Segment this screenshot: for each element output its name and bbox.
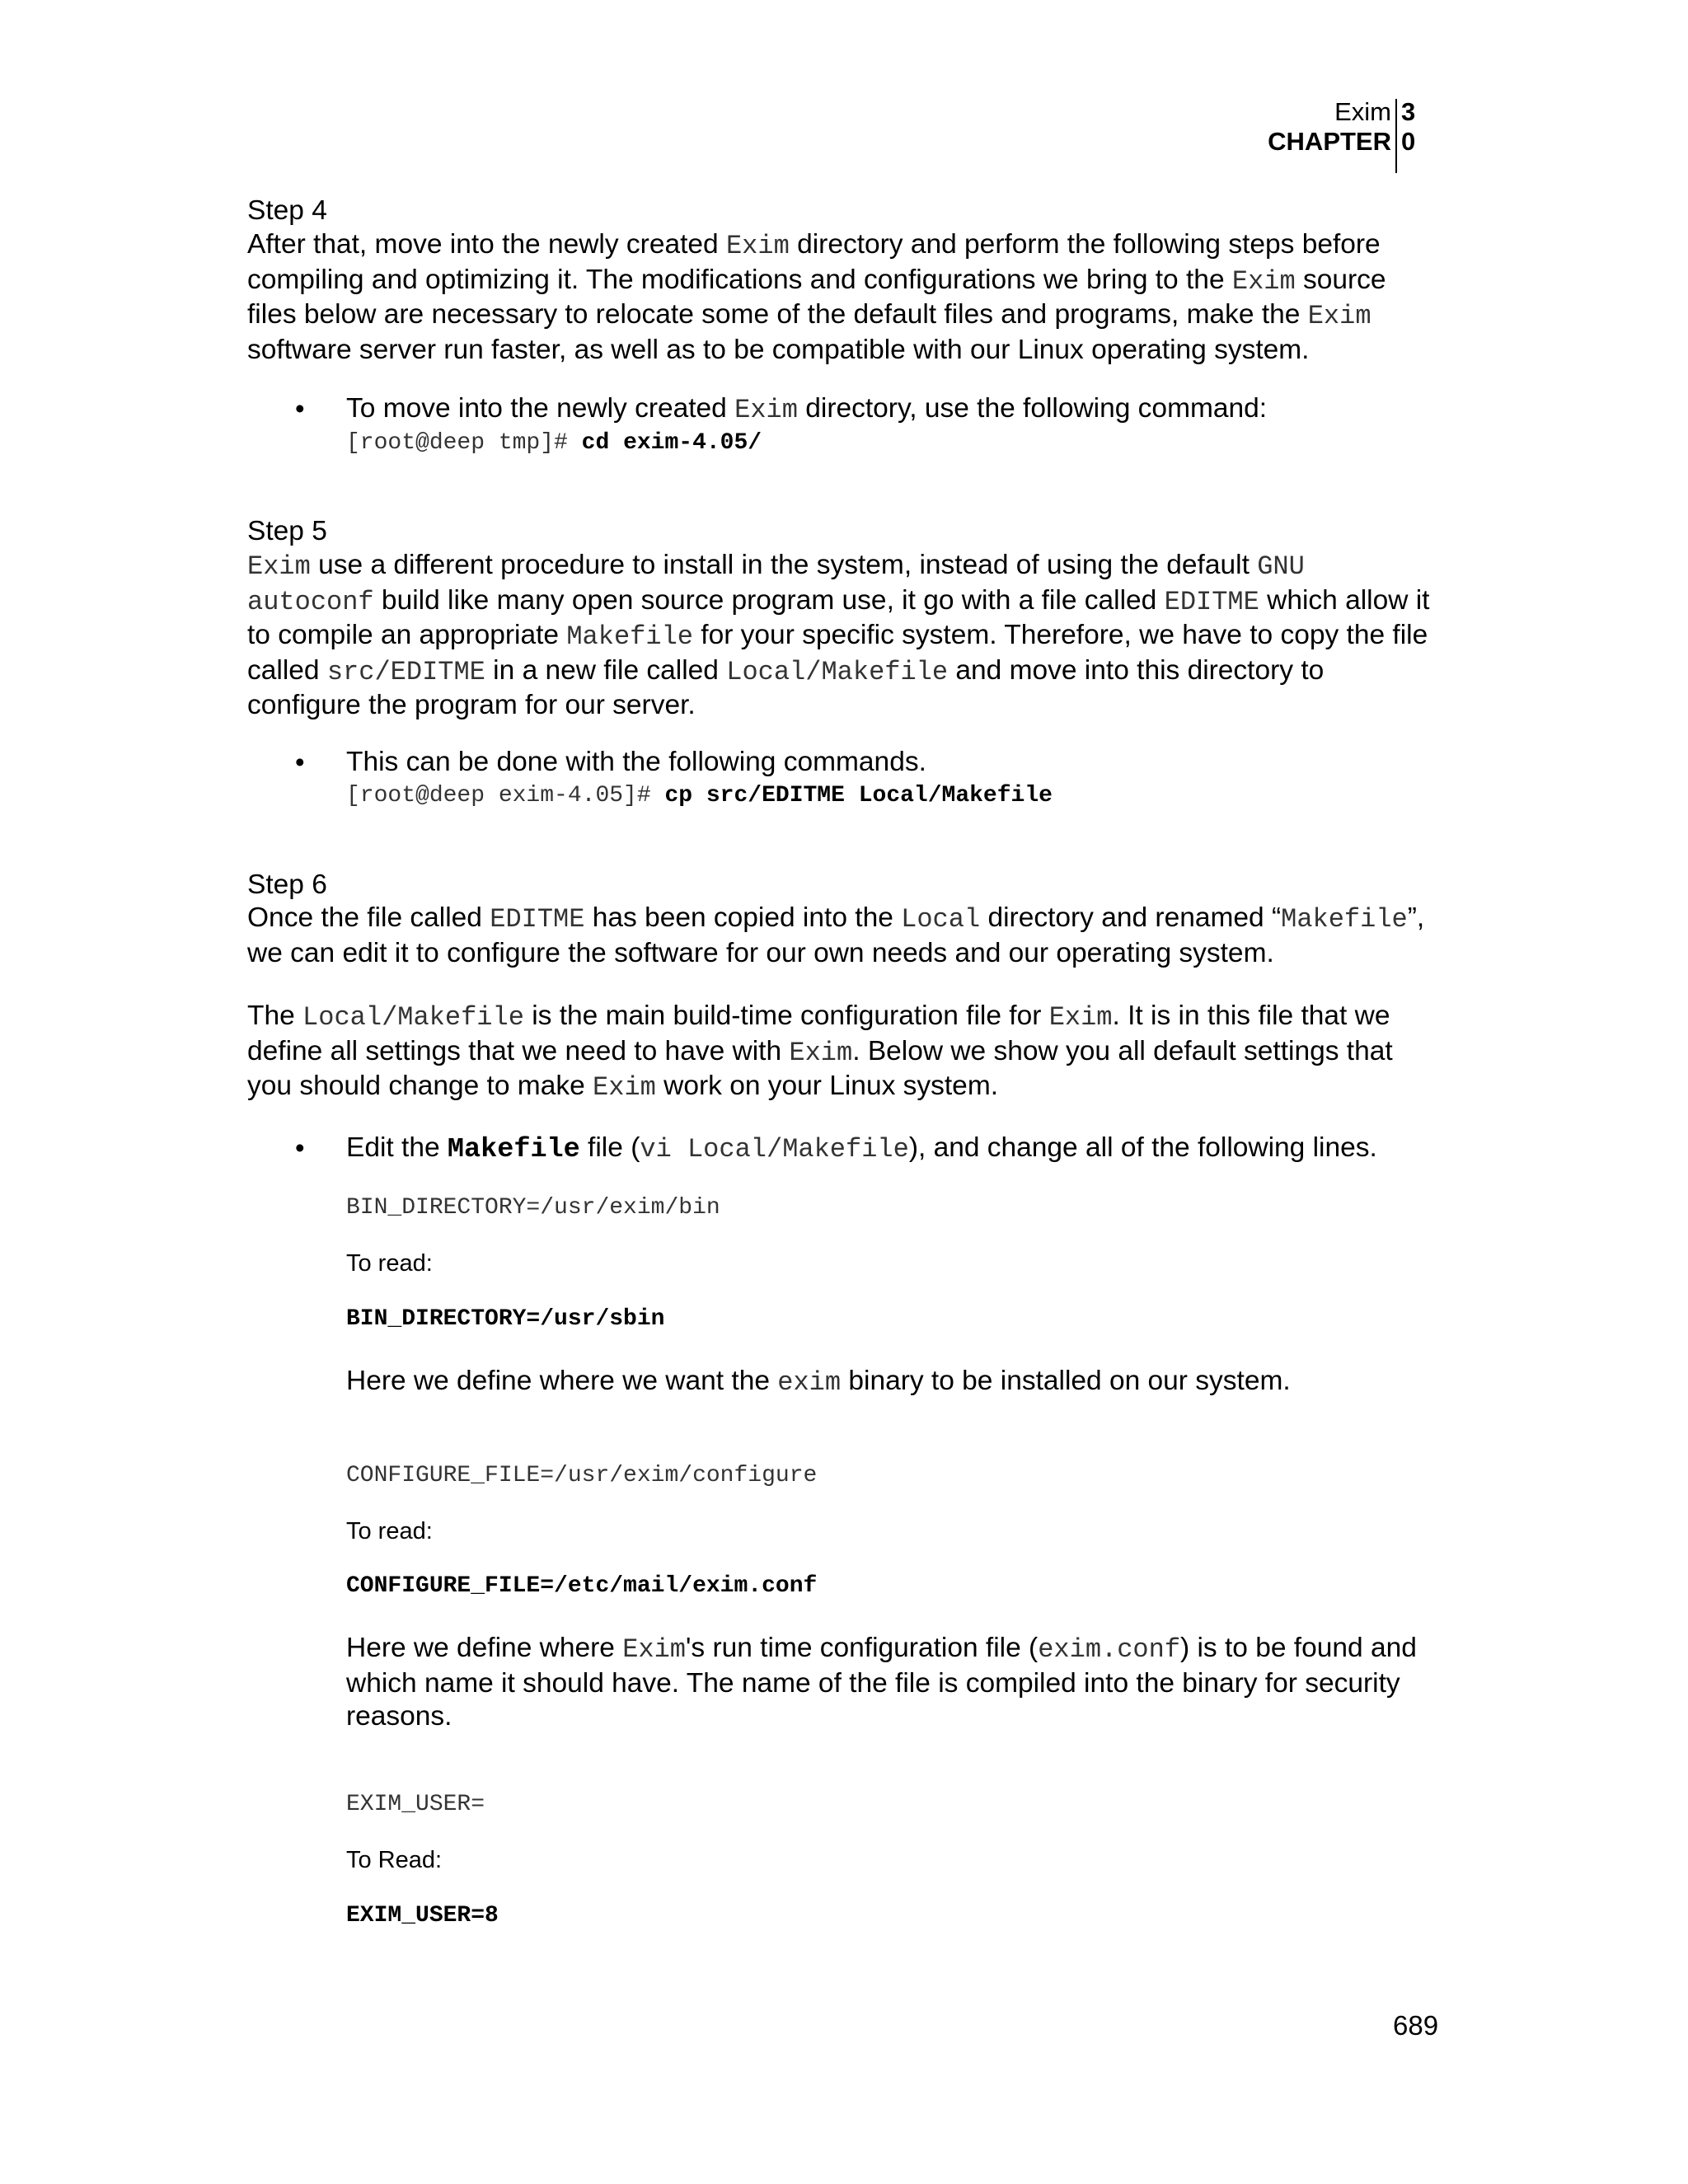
step5-command [346,780,1053,810]
step4-bullet: To move into the newly created Exim directory, use the following command: [346,393,1268,425]
step6-paragraph-2: The Local/Makefile is the main build-time configuration file for Exim. It is in this file that we define all settings that we need to have with Exim. Below we show you all default settings that you should change to make Exim work on your Linux system. [247,1001,1393,1103]
setting-to-read: To read: [346,1250,433,1277]
command-prompt: [root@deep exim-4.05]# [346,783,665,808]
setting-original: CONFIGURE_FILE=/usr/exim/configure [346,1463,818,1488]
bullet-icon: • [295,1132,305,1163]
command-text: cp src/EDITME Local/Makefile [664,783,1053,808]
step6-bullet: Edit the Makefile file (vi Local/Makefile), and change all of the following lines. [346,1132,1377,1165]
setting-description: Here we define where we want the exim binary to be installed on our system. [346,1366,1291,1398]
header-title: Exim [1334,97,1391,126]
step4-command [346,427,762,457]
setting-to-read: To Read: [346,1847,443,1873]
setting-new: BIN_DIRECTORY=/usr/sbin [346,1306,665,1332]
page-number: 689 [1393,2010,1439,2041]
chapter-number-bottom: 0 [1401,127,1416,156]
setting-original: BIN_DIRECTORY=/usr/exim/bin [346,1195,720,1221]
step4-heading: Step 4 [247,195,327,226]
step6-heading: Step 6 [247,869,327,900]
setting-description: Here we define where Exim's run time configuration file (exim.conf) is to be found and which name it should have. The name of the file is compiled into the binary for security reasons. [346,1633,1417,1732]
header-chapter-number [1401,97,1418,157]
running-header [1220,97,1418,173]
bullet-icon: • [295,747,305,777]
step5-heading: Step 5 [247,516,327,546]
step4-paragraph: After that, move into the newly created Exim directory and perform the following steps before compiling and optimizing it. The modifications and configurations we bring to the Exim source files below are necessary to relocate some of the default files and programs, make the Exim software server run faster, as well as to be compatible with our Linux operating system. [247,229,1386,365]
header-divider [1395,99,1397,173]
header-left [1268,97,1391,157]
setting-to-read: To read: [346,1518,433,1544]
setting-new: EXIM_USER=8 [346,1903,499,1929]
command-prompt: [root@deep tmp]# [346,430,582,456]
chapter-number-top: 3 [1401,97,1416,126]
step5-paragraph: Exim use a different procedure to install in the system, instead of using the default GNU autoconf build like many open source program use, it go with a file called EDITME which allow it to compile an appropriate Makefile for your specific system. Therefore, we have to copy the file called src/EDITME in a new file called Local/Makefile and move into this directory to configure the program for our server. [247,550,1430,720]
setting-new: CONFIGURE_FILE=/etc/mail/exim.conf [346,1573,818,1599]
header-chapter-label: CHAPTER [1268,127,1391,156]
command-text: cd exim-4.05/ [581,430,762,456]
bullet-icon: • [295,393,305,424]
step6-paragraph-1: Once the file called EDITME has been copied into the Local directory and renamed “Makefile”, we can edit it to configure the software for our own needs and our operating system. [247,902,1425,968]
setting-original: EXIM_USER= [346,1792,485,1817]
step5-bullet: This can be done with the following commands. [346,747,926,777]
